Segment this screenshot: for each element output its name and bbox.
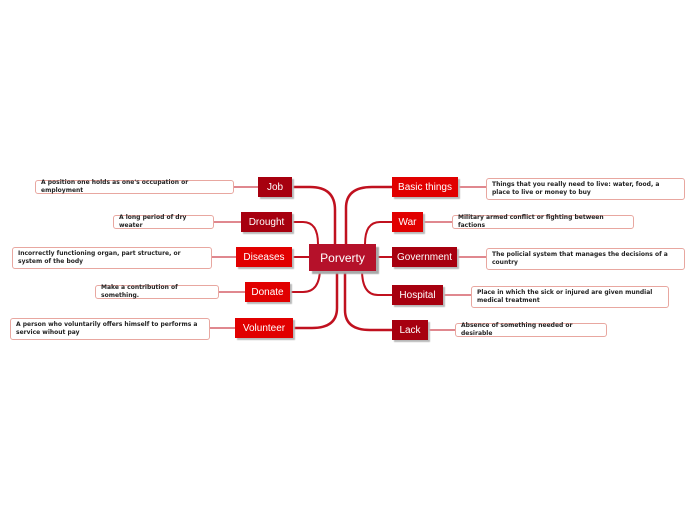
note-job: A position one holds as one's occupation or employment xyxy=(35,180,234,194)
topic-lack[interactable]: Lack xyxy=(392,320,428,340)
branch-basic-things xyxy=(346,187,392,248)
note-donate: Make a contribution of something. xyxy=(95,285,219,299)
note-lack: Absence of something needed or desirable xyxy=(455,323,607,337)
note-basic-things: Things that you really need to live: water, food, a place to live or money to buy xyxy=(486,178,685,200)
topic-war[interactable]: War xyxy=(392,212,423,232)
note-diseases: Incorrectly functioning organ, part structure, or system of the body xyxy=(12,247,212,269)
topic-job[interactable]: Job xyxy=(258,177,292,197)
branch-donate xyxy=(290,268,320,292)
topic-basic-things[interactable]: Basic things xyxy=(392,177,458,197)
note-war: Military armed conflict or fighting between factions xyxy=(452,215,634,229)
branch-drought xyxy=(292,222,318,244)
note-hospital: Place in which the sick or injured are given mundial medical treatment xyxy=(471,286,669,308)
branch-war xyxy=(365,222,392,244)
topic-volunteer[interactable]: Volunteer xyxy=(235,318,293,338)
central-topic[interactable]: Porverty xyxy=(309,244,376,271)
topic-diseases[interactable]: Diseases xyxy=(236,247,292,267)
note-drought: A long period of dry weater xyxy=(113,215,214,229)
topic-government[interactable]: Government xyxy=(392,247,457,267)
note-government: The policial system that manages the decisions of a country xyxy=(486,248,685,270)
topic-donate[interactable]: Donate xyxy=(245,282,290,302)
topic-hospital[interactable]: Hospital xyxy=(392,285,443,305)
branch-job xyxy=(292,187,335,250)
branch-lack xyxy=(345,268,392,330)
topic-drought[interactable]: Drought xyxy=(241,212,292,232)
branch-hospital xyxy=(362,270,392,295)
branch-volunteer xyxy=(293,266,337,328)
note-volunteer: A person who voluntarily offers himself to performs a service wihout pay xyxy=(10,318,210,340)
